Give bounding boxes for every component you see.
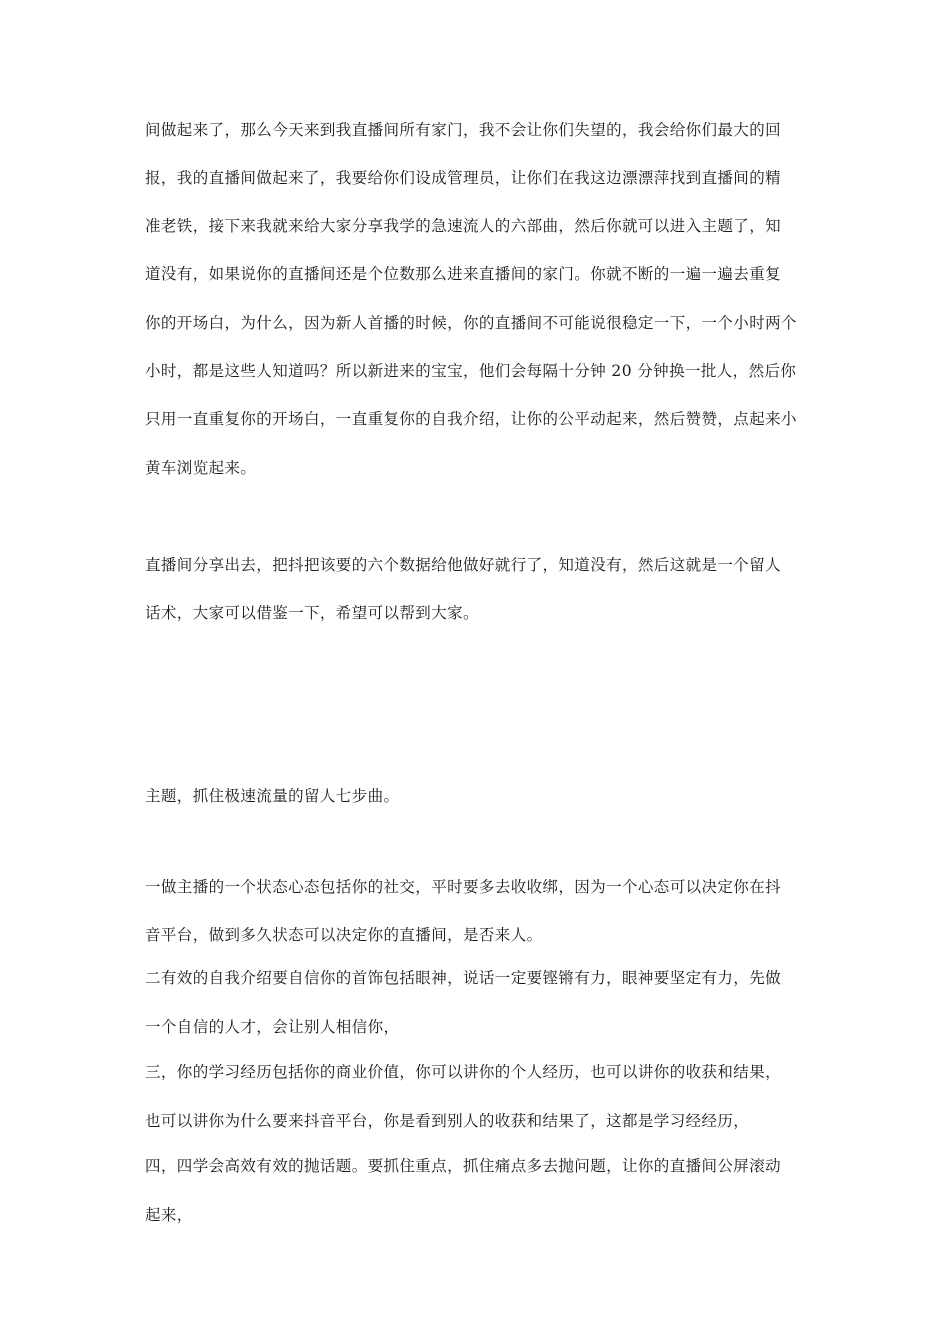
paragraph-1-line-1: 间做起来了，那么今天来到我直播间所有家门，我不会让你们失望的，我会给你们最大的回 <box>145 121 782 139</box>
paragraph-1-line-4: 道没有，如果说你的直播间还是个位数那么进来直播间的家门。你就不断的一遍一遍去重复 <box>145 265 782 283</box>
step-line: 三，你的学习经历包括你的商业价值，你可以讲你的个人经历，也可以讲你的收获和结果， <box>145 1063 782 1081</box>
section-heading: 主题，抓住极速流量的留人七步曲。 <box>145 787 400 805</box>
paragraph-1-line-8: 黄车浏览起来。 <box>145 459 257 477</box>
paragraph-1-line-6: 小时，都是这些人知道吗？所以新进来的宝宝，他们会每隔十分钟 20 分钟换一批人，然后你 <box>145 362 797 380</box>
paragraph-1-line-3: 准老铁，接下来我就来给大家分享我学的急速流人的六部曲，然后你就可以进入主题了，知 <box>145 217 782 235</box>
paragraph-1-line-2: 报，我的直播间做起来了，我要给你们设成管理员，让你们在我这边漂漂萍找到直播间的精 <box>145 169 782 187</box>
step-line: 起来， <box>145 1206 193 1224</box>
paragraph-2-line-1: 直播间分享出去，把抖把该要的六个数据给他做好就行了，知道没有，然后这就是一个留人 <box>145 556 782 574</box>
paragraph-1-line-7: 只用一直重复你的开场白，一直重复你的自我介绍，让你的公平动起来，然后赞赞，点起来小 <box>145 410 797 428</box>
step-line: 二有效的自我介绍要自信你的首饰包括眼神，说话一定要铿锵有力，眼神要坚定有力，先做 <box>145 969 782 987</box>
step-line: 也可以讲你为什么要来抖音平台，你是看到别人的收获和结果了，这都是学习经经历， <box>145 1112 750 1130</box>
step-line: 一个自信的人才，会让别人相信你， <box>145 1018 400 1036</box>
step-line: 音平台，做到多久状态可以决定你的直播间，是否来人。 <box>145 926 543 944</box>
step-line: 一做主播的一个状态心态包括你的社交，平时要多去收收绑，因为一个心态可以决定你在抖 <box>145 878 782 896</box>
step-line: 四，四学会高效有效的抛话题。要抓住重点，抓住痛点多去抛问题，让你的直播间公屏滚动 <box>145 1157 782 1175</box>
paragraph-2-line-2: 话术，大家可以借鉴一下，希望可以帮到大家。 <box>145 604 479 622</box>
paragraph-1-line-5: 你的开场白，为什么，因为新人首播的时候，你的直播间不可能说很稳定一下，一个小时两个 <box>145 314 797 332</box>
